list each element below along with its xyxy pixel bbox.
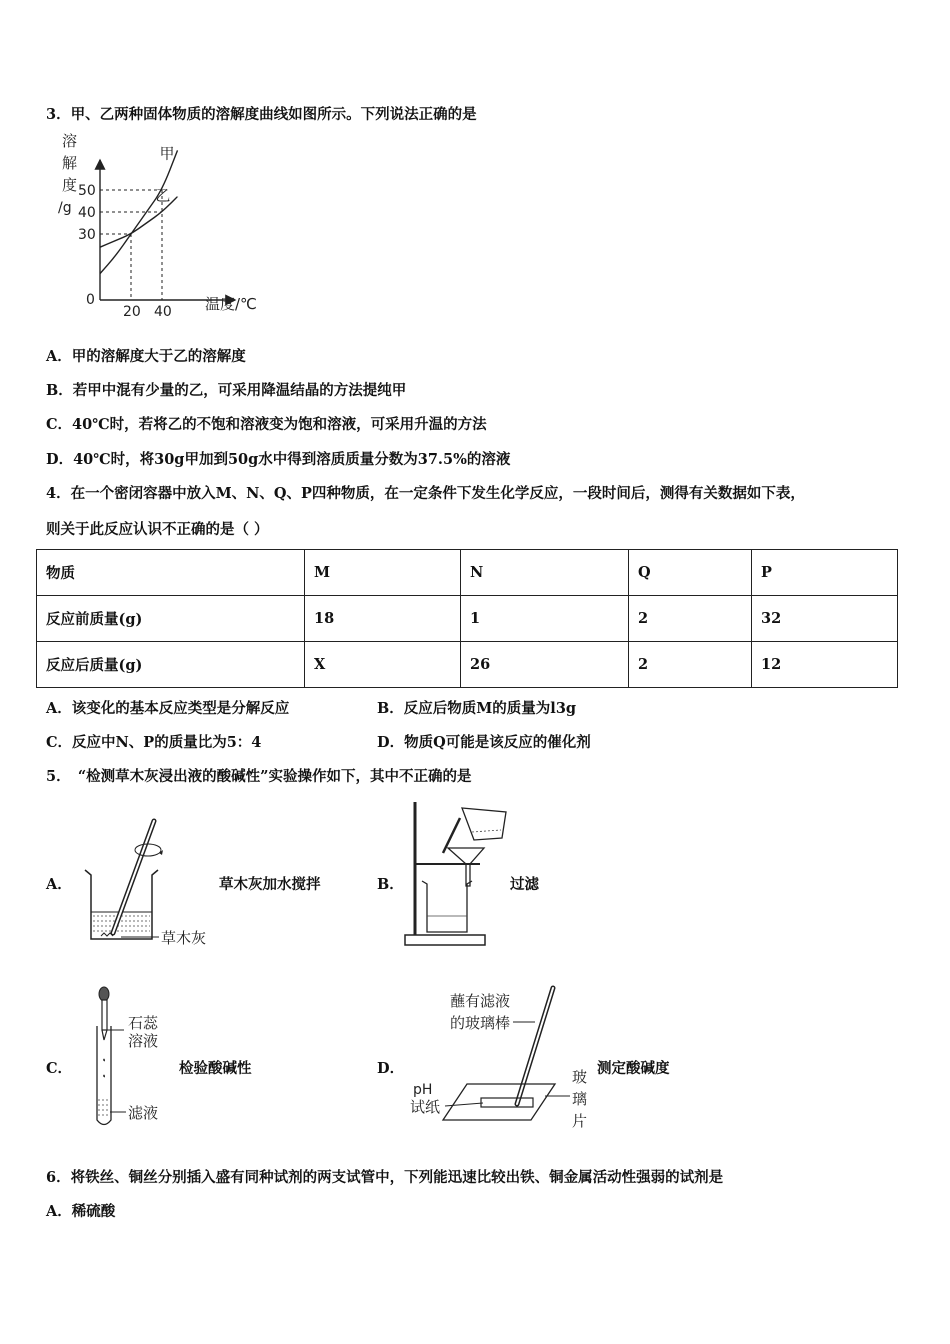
ph-paper-label: pH <box>413 1082 433 1098</box>
stand-base-icon <box>405 935 485 945</box>
x-axis-label: 温度/℃ <box>205 295 257 313</box>
litmus-label: 石蕊 <box>128 1014 159 1032</box>
dropper-bulb-icon <box>99 987 109 1001</box>
y-tick-label: 50 <box>78 183 96 199</box>
stirring-svg <box>75 815 225 955</box>
rotate-arrow-icon <box>135 844 161 856</box>
litmus-label: 溶液 <box>128 1032 159 1050</box>
origin-label: 0 <box>86 292 95 308</box>
table-cell: 2 <box>629 642 752 688</box>
series-label: 甲 <box>159 144 175 163</box>
q3-stem: 3．甲、乙两种固体物质的溶解度曲线如图所示。下列说法正确的是 <box>46 106 477 123</box>
q4-option-d: D．物质Q可能是该反应的催化剂 <box>377 734 591 751</box>
x-tick-label: 20 <box>123 304 141 320</box>
funnel-icon <box>448 848 484 886</box>
q4-option-c: C．反应中N、P的质量比为5：4 <box>46 734 262 751</box>
q3-option-d: D．40℃时，将30g甲加到50g水中得到溶质质量分数为37.5%的溶液 <box>46 451 511 468</box>
table-cell: X <box>305 642 461 688</box>
table-cell: 32 <box>752 596 898 642</box>
litmus-test-svg <box>90 984 180 1134</box>
glass-slide-label: 片 <box>572 1112 588 1130</box>
series-label: 乙 <box>155 186 171 205</box>
q5-option-b-caption: 过滤 <box>510 876 539 893</box>
rod-label: 蘸有滤液 <box>450 992 511 1010</box>
solubility-chart-svg <box>50 130 280 320</box>
ash-label: 草木灰 <box>161 929 207 947</box>
y-tick-label: 30 <box>78 227 96 243</box>
q5-option-b-letter: B． <box>377 876 404 893</box>
table-header-cell: N <box>461 550 629 596</box>
stirring-figure <box>75 815 225 955</box>
table-cell: 26 <box>461 642 629 688</box>
q3-option-a: A．甲的溶解度大于乙的溶解度 <box>46 348 246 365</box>
y-label-char: 解 <box>62 154 78 172</box>
q6-option-a: A．稀硫酸 <box>46 1203 116 1220</box>
table-header-cell: 物质 <box>37 550 305 596</box>
ph-test-figure <box>405 984 600 1134</box>
dropper-icon <box>102 1000 107 1030</box>
q5-option-a-letter: A． <box>46 876 72 893</box>
pouring-beaker-icon <box>462 808 506 840</box>
q6-stem: 6．将铁丝、铜丝分别插入盛有同种试剂的两支试管中，下列能迅速比较出铁、铜金属活动性强弱的试剂是 <box>46 1169 724 1186</box>
q5-option-d-caption: 测定酸碱度 <box>597 1060 670 1077</box>
rod-label: 的玻璃棒 <box>450 1014 511 1032</box>
ph-paper-label: 试纸 <box>410 1098 441 1116</box>
mass-table <box>36 549 898 688</box>
beaker-icon <box>422 881 472 932</box>
table-header-cell: P <box>752 550 898 596</box>
q4-stem-line1: 4．在一个密闭容器中放入M、N、Q、P四种物质，在一定条件下发生化学反应，一段时间后，测得有关数据如下表， <box>46 485 805 502</box>
ph-test-svg <box>405 984 600 1134</box>
glass-slide-label: 璃 <box>572 1090 588 1108</box>
table-row <box>37 596 898 642</box>
glass-slide-icon <box>443 1084 555 1120</box>
filtration-svg <box>400 798 515 950</box>
table-cell: 1 <box>461 596 629 642</box>
table-cell: 反应后质量(g) <box>37 642 305 688</box>
table-cell: 12 <box>752 642 898 688</box>
table-header-cell: M <box>305 550 461 596</box>
q5-stem: 5． “检测草木灰浸出液的酸碱性”实验操作如下，其中不正确的是 <box>46 768 472 785</box>
filtrate-label: 滤液 <box>128 1104 159 1122</box>
y-label-char: 溶 <box>62 132 78 150</box>
x-tick-label: 40 <box>154 304 172 320</box>
q4-option-a: A．该变化的基本反应类型是分解反应 <box>46 700 290 717</box>
table-cell: 18 <box>305 596 461 642</box>
q5-option-a-caption: 草木灰加水搅拌 <box>219 876 321 893</box>
table-row <box>37 642 898 688</box>
table-header-cell: Q <box>629 550 752 596</box>
q5-option-c-letter: C． <box>46 1060 73 1077</box>
solubility-chart <box>50 130 280 320</box>
q4-stem-line2: 则关于此反应认识不正确的是（ ） <box>46 521 269 538</box>
y-tick-label: 40 <box>78 205 96 221</box>
y-label-char: /g <box>58 200 72 216</box>
q5-option-d-letter: D． <box>377 1060 405 1077</box>
q5-option-c-caption: 检验酸碱性 <box>179 1060 252 1077</box>
table-cell: 2 <box>629 596 752 642</box>
y-label-char: 度 <box>62 176 78 194</box>
litmus-test-figure <box>90 984 180 1134</box>
ph-paper-icon <box>481 1098 533 1107</box>
q3-option-b: B．若甲中混有少量的乙，可采用降温结晶的方法提纯甲 <box>46 382 407 399</box>
q3-option-c: C．40℃时，若将乙的不饱和溶液变为饱和溶液，可采用升温的方法 <box>46 416 487 433</box>
table-cell: 反应前质量(g) <box>37 596 305 642</box>
glass-slide-label: 玻 <box>572 1068 588 1086</box>
table-header-row <box>37 550 898 596</box>
filtration-figure <box>400 798 515 950</box>
q4-option-b: B．反应后物质M的质量为l3g <box>377 700 577 717</box>
